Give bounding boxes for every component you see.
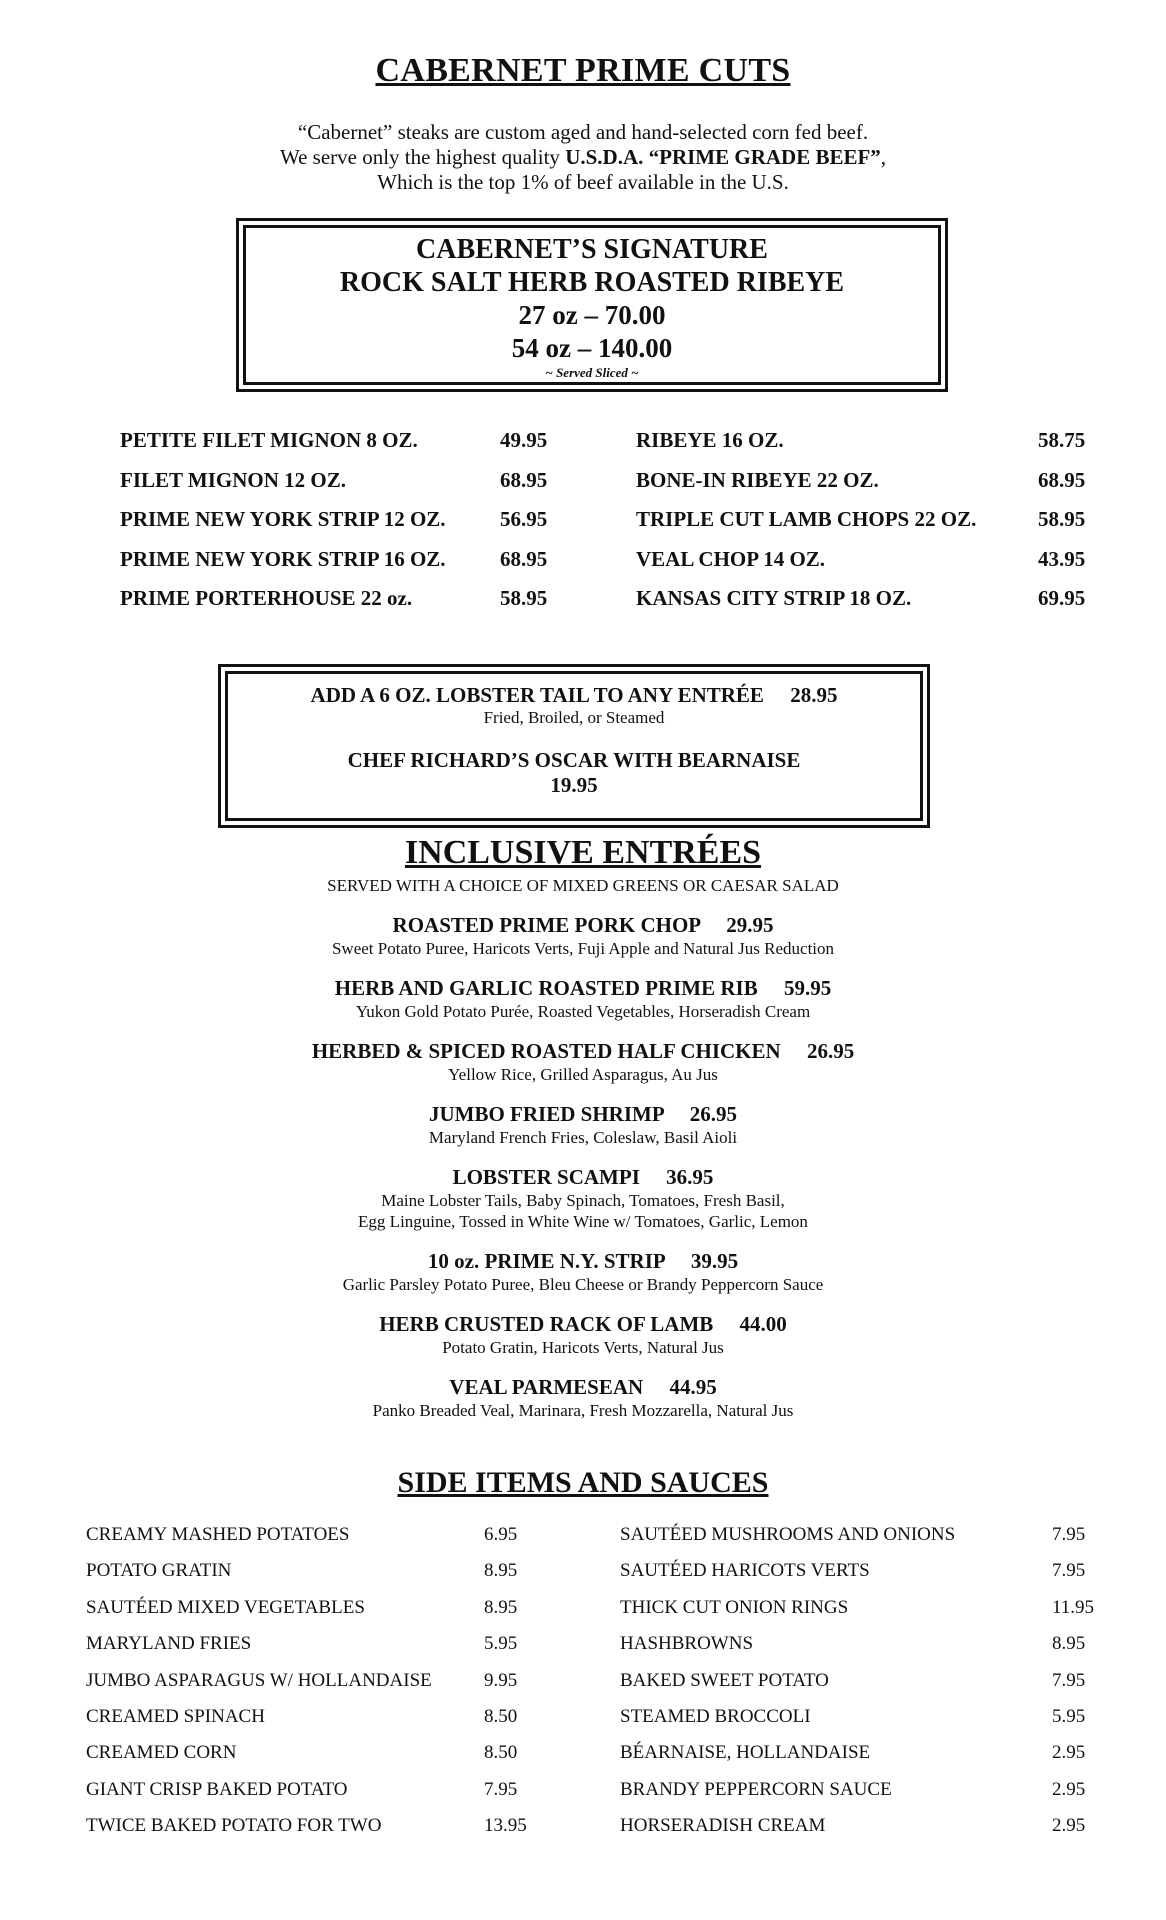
side-row	[620, 1633, 1100, 1669]
entree-price: 29.95	[726, 913, 774, 937]
entree-name: LOBSTER SCAMPI	[452, 1165, 640, 1189]
entree-heading	[0, 1101, 1166, 1127]
side-price: 8.95	[1052, 1633, 1086, 1655]
cut-row	[636, 547, 1086, 587]
intro-prime-grade: U.S.D.A. “PRIME GRADE BEEF”	[565, 145, 881, 169]
oscar-addon-price: 19.95	[550, 773, 598, 797]
entree-price: 39.95	[690, 1249, 739, 1273]
inclusive-entrees-list	[0, 912, 1166, 1437]
signature-price-54oz: 54 oz – 140.00	[511, 333, 673, 363]
side-row	[86, 1633, 536, 1669]
cut-row	[120, 468, 560, 508]
cut-row	[120, 547, 560, 587]
cut-name: TRIPLE CUT LAMB CHOPS 22 OZ.	[636, 507, 977, 531]
lobster-addon: ADD A 6 OZ. LOBSTER TAIL TO ANY ENTRÉE 28.95	[310, 683, 838, 707]
intro-line-1: “Cabernet” steaks are custom aged and hand-selected corn fed beef.	[297, 120, 869, 144]
side-name: HORSERADISH CREAM	[620, 1815, 826, 1837]
entree-price: 44.00	[739, 1312, 787, 1336]
side-row	[620, 1742, 1100, 1778]
cuts-right-column	[636, 428, 1086, 626]
entree-item	[0, 912, 1166, 959]
signature-box	[236, 218, 948, 392]
side-row	[86, 1524, 536, 1560]
cut-price: 58.95	[1038, 507, 1086, 531]
side-price: 8.95	[484, 1560, 518, 1582]
side-name: CREAMED SPINACH	[86, 1705, 265, 1727]
side-name: HASHBROWNS	[620, 1633, 754, 1655]
side-price: 7.95	[484, 1778, 518, 1800]
entree-price: 44.95	[669, 1375, 717, 1399]
side-price: 7.95	[1052, 1524, 1086, 1545]
side-row	[620, 1597, 1100, 1633]
cut-price: 58.75	[1038, 428, 1086, 452]
entree-item	[0, 975, 1166, 1022]
side-price: 13.95	[484, 1815, 527, 1837]
intro-line-3: Which is the top 1% of beef available in the U.S.	[377, 170, 789, 194]
cut-name: VEAL CHOP 14 OZ.	[636, 546, 826, 571]
side-name: STEAMED BROCCOLI	[620, 1705, 811, 1727]
entree-description: Yellow Rice, Grilled Asparagus, Au Jus	[448, 1065, 718, 1084]
intro-text	[0, 120, 1166, 195]
entree-item	[0, 1038, 1166, 1085]
side-row	[620, 1779, 1100, 1815]
cut-row	[636, 468, 1086, 508]
entree-heading	[0, 1164, 1166, 1190]
entree-item	[0, 1101, 1166, 1148]
entree-price: 36.95	[666, 1165, 714, 1189]
side-row	[86, 1597, 536, 1633]
entree-description: Maryland French Fries, Coleslaw, Basil Aioli	[428, 1128, 738, 1147]
cut-name: RIBEYE 16 OZ.	[636, 428, 784, 452]
entree-name: HERB AND GARLIC ROASTED PRIME RIB	[334, 976, 758, 1000]
entree-description: Sweet Potato Puree, Haricots Verts, Fuji Apple and Natural Jus Reduction	[331, 939, 835, 958]
signature-price-27oz: 27 oz – 70.00	[518, 300, 666, 330]
side-name: GIANT CRISP BAKED POTATO	[86, 1778, 348, 1800]
entree-description: Egg Linguine, Tossed in White Wine w/ Tomatoes, Garlic, Lemon	[358, 1212, 808, 1231]
entree-name: JUMBO FRIED SHRIMP	[428, 1102, 664, 1126]
addons-text	[221, 683, 927, 798]
side-price: 7.95	[1052, 1669, 1086, 1691]
cut-row	[636, 428, 1086, 468]
side-row	[620, 1560, 1100, 1596]
cut-row	[120, 507, 560, 547]
signature-heading: CABERNET’S SIGNATURE	[416, 234, 768, 265]
side-price: 6.95	[484, 1524, 518, 1545]
cut-row	[120, 586, 560, 626]
cut-price: 58.95	[500, 586, 548, 610]
cut-row	[636, 586, 1086, 626]
side-name: CREAMY MASHED POTATOES	[86, 1524, 350, 1545]
entree-item	[0, 1374, 1166, 1421]
cut-price: 68.95	[500, 546, 548, 571]
entree-item	[0, 1164, 1166, 1232]
entree-price: 26.95	[806, 1039, 855, 1063]
side-price: 5.95	[1052, 1705, 1086, 1727]
side-price: 2.95	[1052, 1815, 1086, 1837]
cut-name: PRIME PORTERHOUSE 22 oz.	[120, 586, 413, 610]
lobster-addon-options: Fried, Broiled, or Steamed	[483, 708, 665, 727]
cut-name: PRIME NEW YORK STRIP 12 OZ.	[120, 507, 446, 531]
cuts-left-column	[120, 428, 560, 626]
side-price: 11.95	[1052, 1596, 1095, 1618]
intro-line-2: We serve only the highest quality U.S.D.A. “PRIME GRADE BEEF”,	[279, 145, 887, 169]
side-row	[86, 1742, 536, 1778]
entree-description: Yukon Gold Potato Purée, Roasted Vegetables, Horseradish Cream	[355, 1002, 811, 1021]
side-price: 8.50	[484, 1742, 518, 1764]
cut-row	[636, 507, 1086, 547]
cut-price: 68.95	[1038, 467, 1086, 492]
side-row	[86, 1706, 536, 1742]
entree-description: Garlic Parsley Potato Puree, Bleu Cheese or Brandy Peppercorn Sauce	[342, 1275, 824, 1294]
entree-name: VEAL PARMESEAN	[449, 1375, 644, 1399]
side-name: BÉARNAISE, HOLLANDAISE	[620, 1742, 871, 1764]
cut-name: BONE-IN RIBEYE 22 OZ.	[636, 467, 879, 492]
entree-description: Potato Gratin, Haricots Verts, Natural Jus	[442, 1338, 724, 1357]
addons-box	[218, 664, 930, 828]
side-row	[620, 1670, 1100, 1706]
inclusive-entrees-subtitle: SERVED WITH A CHOICE OF MIXED GREENS OR CAESAR SALAD	[327, 876, 839, 895]
sides-left-column	[86, 1524, 536, 1852]
entree-description: Maine Lobster Tails, Baby Spinach, Tomatoes, Fresh Basil,	[381, 1191, 785, 1210]
sides-right-column	[620, 1524, 1100, 1852]
entree-price: 26.95	[689, 1102, 737, 1126]
cut-price: 69.95	[1038, 586, 1086, 610]
side-name: MARYLAND FRIES	[86, 1633, 252, 1655]
side-price: 5.95	[484, 1633, 518, 1655]
entree-heading	[0, 975, 1166, 1001]
entree-name: ROASTED PRIME PORK CHOP	[392, 913, 700, 937]
cut-price: 68.95	[500, 467, 548, 492]
entree-description: Panko Breaded Veal, Marinara, Fresh Mozzarella, Natural Jus	[372, 1401, 794, 1420]
side-row	[620, 1706, 1100, 1742]
page-title: CABERNET PRIME CUTS	[375, 52, 791, 89]
side-name: JUMBO ASPARAGUS W/ HOLLANDAISE	[86, 1669, 432, 1691]
side-name: BRANDY PEPPERCORN SAUCE	[620, 1778, 892, 1800]
side-name: SAUTÉED MUSHROOMS AND ONIONS	[620, 1524, 956, 1545]
side-row	[86, 1779, 536, 1815]
cut-name: FILET MIGNON 12 OZ.	[120, 467, 346, 492]
side-row	[620, 1524, 1100, 1560]
signature-dish: ROCK SALT HERB ROASTED RIBEYE	[339, 267, 845, 298]
side-name: CREAMED CORN	[86, 1742, 237, 1764]
side-price: 8.50	[484, 1705, 518, 1727]
entree-item	[0, 1311, 1166, 1358]
entree-name: HERB CRUSTED RACK OF LAMB	[379, 1312, 714, 1336]
entree-heading	[0, 1248, 1166, 1274]
side-price: 9.95	[484, 1669, 518, 1691]
entree-name: 10 oz. PRIME N.Y. STRIP	[427, 1249, 665, 1273]
cut-price: 49.95	[500, 428, 548, 452]
side-name: TWICE BAKED POTATO FOR TWO	[86, 1815, 382, 1837]
cut-name: PRIME NEW YORK STRIP 16 OZ.	[120, 546, 446, 571]
sides-title: SIDE ITEMS AND SAUCES	[397, 1466, 769, 1499]
cut-row	[120, 428, 560, 468]
signature-note: ~ Served Sliced ~	[545, 365, 639, 380]
entree-heading	[0, 1374, 1166, 1400]
cut-name: KANSAS CITY STRIP 18 OZ.	[636, 586, 912, 610]
entree-heading	[0, 1038, 1166, 1064]
entree-heading	[0, 1311, 1166, 1337]
cut-price: 56.95	[500, 507, 548, 531]
entree-heading	[0, 912, 1166, 938]
signature-text	[239, 233, 945, 381]
cut-price: 43.95	[1038, 546, 1086, 571]
side-price: 2.95	[1052, 1742, 1086, 1764]
side-row	[86, 1815, 536, 1851]
side-name: BAKED SWEET POTATO	[620, 1669, 829, 1691]
entree-item	[0, 1248, 1166, 1295]
side-name: SAUTÉED MIXED VEGETABLES	[86, 1596, 365, 1618]
cut-name: PETITE FILET MIGNON 8 OZ.	[120, 428, 418, 452]
oscar-addon: CHEF RICHARD’S OSCAR WITH BEARNAISE	[347, 748, 801, 772]
side-name: SAUTÉED HARICOTS VERTS	[620, 1560, 870, 1582]
side-price: 2.95	[1052, 1778, 1086, 1800]
side-name: THICK CUT ONION RINGS	[620, 1596, 849, 1618]
lobster-addon-price: 28.95	[790, 683, 838, 707]
side-row	[86, 1670, 536, 1706]
side-row	[86, 1560, 536, 1596]
entree-name: HERBED & SPICED ROASTED HALF CHICKEN	[311, 1039, 781, 1063]
side-row	[620, 1815, 1100, 1851]
side-price: 7.95	[1052, 1560, 1086, 1582]
side-price: 8.95	[484, 1596, 518, 1618]
entree-price: 59.95	[783, 976, 832, 1000]
inclusive-entrees-title: INCLUSIVE ENTRÉES	[404, 834, 762, 871]
side-name: POTATO GRATIN	[86, 1560, 232, 1582]
